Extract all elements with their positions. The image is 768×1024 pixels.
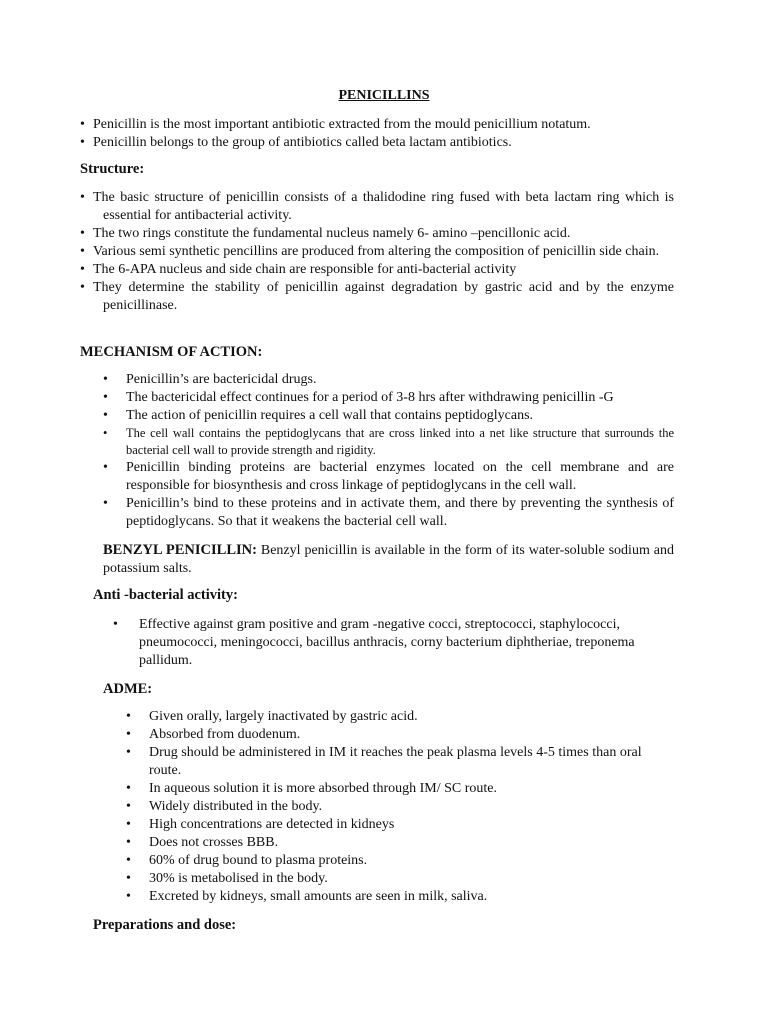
bullet-icon: • — [103, 372, 108, 387]
list-item: • 60% of drug bound to plasma proteins. — [126, 853, 368, 868]
structure-heading: Structure: — [80, 161, 145, 177]
benzyl-label: BENZYL PENICILLIN: — [103, 542, 257, 558]
bullet-icon: • — [103, 390, 108, 405]
bullet-icon: • — [126, 799, 131, 814]
list-item: • Penicillin’s are bactericidal drugs. — [103, 372, 317, 387]
list-item: • High concentrations are detected in kidneys — [126, 817, 395, 832]
list-item: • Does not crosses BBB. — [126, 835, 279, 850]
bullet-icon: • — [103, 426, 108, 440]
antibacterial-list — [113, 616, 673, 670]
preparations-heading: Preparations and dose: — [93, 917, 237, 933]
list-item: • The cell wall contains the peptidoglycans that are cross linked into a net like structure that surrounds the bacterial cell wall to provide strength and rigidity. — [103, 426, 674, 457]
list-item: • Widely distributed in the body. — [126, 799, 323, 814]
bullet-icon: • — [80, 190, 85, 205]
list-item: • 30% is metabolised in the body. — [126, 871, 328, 886]
benzyl-text: Benzyl penicillin is available in the form of its water-soluble sodium and potassium salts. — [103, 543, 674, 576]
bullet-icon: • — [113, 617, 118, 632]
bullet-icon: • — [126, 817, 131, 832]
structure-list — [80, 189, 674, 315]
intro-list — [80, 116, 674, 152]
list-item: • In aqueous solution it is more absorbed through IM/ SC route. — [126, 781, 498, 796]
mechanism-heading: MECHANISM OF ACTION: — [80, 344, 263, 360]
bullet-icon: • — [80, 226, 85, 241]
bullet-icon: • — [80, 244, 85, 259]
list-item: • The 6-APA nucleus and side chain are responsible for anti-bacterial activity — [80, 262, 517, 277]
list-item: • Penicillin binding proteins are bacterial enzymes located on the cell membrane and are responsible for biosynthesis and cross linkage of peptidoglycans in the cell wall. — [103, 460, 674, 493]
bullet-icon: • — [126, 745, 131, 760]
bullet-icon: • — [103, 408, 108, 423]
bullet-icon: • — [103, 460, 108, 475]
adme-list — [126, 708, 674, 906]
list-item: • Excreted by kidneys, small amounts are seen in milk, saliva. — [126, 889, 488, 904]
bullet-icon: • — [126, 853, 131, 868]
benzyl-paragraph — [103, 541, 674, 578]
list-item: • The bactericidal effect continues for a period of 3-8 hrs after withdrawing penicillin -G — [103, 390, 614, 405]
list-item: • Various semi synthetic pencillins are produced from altering the composition of penicillin side chain. — [80, 244, 660, 259]
mechanism-list — [103, 371, 674, 531]
list-item: • Absorbed from duodenum. — [126, 727, 301, 742]
bullet-icon: • — [80, 135, 85, 150]
bullet-icon: • — [80, 117, 85, 132]
list-item: • Penicillin’s bind to these proteins and in activate them, and there by preventing the synthesis of peptidoglycans. So that it weakens the bacterial cell wall. — [103, 496, 674, 529]
page-title: PENICILLINS — [338, 88, 430, 103]
bullet-icon: • — [126, 835, 131, 850]
bullet-icon: • — [103, 496, 108, 511]
list-item: • Penicillin is the most important antibiotic extracted from the mould penicillium notatum. — [80, 117, 591, 132]
list-item: • The two rings constitute the fundamental nucleus namely 6- amino –pencillonic acid. — [80, 226, 571, 241]
adme-heading: ADME: — [103, 681, 153, 697]
list-item: • Drug should be administered in IM it reaches the peak plasma levels 4-5 times than oral route. — [126, 745, 642, 778]
bullet-icon: • — [80, 280, 85, 295]
bullet-icon: • — [126, 781, 131, 796]
list-item: • Given orally, largely inactivated by gastric acid. — [126, 709, 418, 724]
list-item: • Effective against gram positive and gram -negative cocci, streptococci, staphylococci, pneumococci, meningococci, bacillus anthracis, corny bacterium diphtheriae, treponema pallidum. — [113, 617, 635, 668]
list-item: • They determine the stability of penicillin against degradation by gastric acid and by the enzyme penicillinase. — [80, 280, 674, 313]
list-item: • The action of penicillin requires a cell wall that contains peptidoglycans. — [103, 408, 534, 423]
list-item: • Penicillin belongs to the group of antibiotics called beta lactam antibiotics. — [80, 135, 512, 150]
antibacterial-heading: Anti -bacterial activity: — [93, 587, 238, 603]
bullet-icon: • — [126, 727, 131, 742]
list-item: • The basic structure of penicillin consists of a thalidodine ring fused with beta lactam ring which is essential for antibacterial activity. — [80, 190, 674, 223]
bullet-icon: • — [126, 709, 131, 724]
bullet-icon: • — [80, 262, 85, 277]
bullet-icon: • — [126, 889, 131, 904]
bullet-icon: • — [126, 871, 131, 886]
